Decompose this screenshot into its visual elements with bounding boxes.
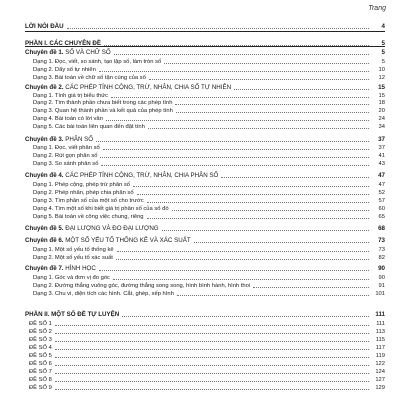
toc-entry-title: Dạng 2. Rút gọn phân số — [33, 153, 98, 159]
toc-entry[interactable] — [25, 329, 385, 335]
toc-entry-title: Dạng 1. Góc và đơn vị đo góc — [33, 275, 110, 281]
toc-entry-title: Dạng 1. Đọc, viết phân số — [33, 145, 100, 151]
toc-page-number: 127 — [375, 377, 385, 383]
toc-entry-title: Dạng 2. Dãy số tự nhiên — [33, 67, 96, 73]
separator-line — [25, 31, 385, 32]
toc-page-number: 65 — [378, 214, 385, 220]
toc-page-number: 37 — [378, 145, 385, 151]
toc-page-number: 68 — [378, 225, 385, 232]
dot-leader — [55, 372, 369, 374]
toc-page-number: 82 — [378, 255, 385, 261]
chapter-prefix: Chuyên đề 7. — [25, 265, 64, 272]
toc-page-number: 101 — [375, 291, 385, 297]
toc-entry[interactable] — [25, 116, 385, 122]
toc-page-number: 20 — [378, 108, 385, 114]
dot-leader — [55, 340, 369, 342]
dot-leader — [117, 250, 369, 252]
toc-page-number: 24 — [378, 116, 385, 122]
dot-leader — [113, 278, 369, 280]
toc-entry-title — [25, 266, 97, 272]
dot-leader — [176, 111, 369, 113]
toc-entry[interactable] — [25, 198, 385, 204]
toc-entry-title: ĐỀ SỐ 3 — [29, 337, 52, 343]
toc-page-number: 111 — [376, 321, 385, 327]
chapter-title: MỘT SỐ YẾU TỐ THỐNG KÊ VÀ XÁC SUẤT — [63, 237, 191, 244]
toc-entry[interactable] — [25, 291, 385, 297]
toc-entry-title: Dạng 5. Các bài toán liên quan đến đặt tính — [33, 124, 145, 130]
chapter-title: ĐẠI LƯỢNG VÀ ĐO ĐẠI LƯỢNG — [63, 225, 159, 232]
dot-leader — [67, 27, 369, 29]
dot-leader — [147, 217, 369, 219]
toc-entry-title: ĐỀ SỐ 5 — [29, 353, 52, 359]
toc-page-number: 41 — [378, 153, 385, 159]
toc-entry[interactable] — [25, 100, 385, 106]
toc-entry-title: Dạng 4. Bài toán có lời văn — [33, 116, 103, 122]
toc-entry-title — [25, 173, 219, 179]
dot-leader — [101, 164, 369, 166]
toc-entry[interactable] — [25, 353, 385, 359]
toc-entry-title: Dạng 3. Chu vi, diện tích các hình. Cắt, ghép, xếp hình — [33, 291, 174, 297]
toc-page-number: 60 — [378, 206, 385, 212]
chapter-title: CÁC PHÉP TÍNH CỘNG, TRỪ, NHÂN, CHIA PHÂN SỐ — [63, 172, 219, 179]
dot-leader — [172, 209, 369, 211]
dot-leader — [133, 185, 369, 187]
toc-entry[interactable] — [25, 124, 385, 130]
chapter-title: CÁC PHÉP TÍNH CỘNG, TRỪ, NHÂN, CHIA SỐ TỰ NHIÊN — [63, 84, 232, 91]
toc-entry[interactable] — [25, 369, 385, 375]
toc-entry[interactable] — [25, 67, 385, 73]
dot-leader — [99, 70, 369, 72]
chapter-prefix: Chuyên đề 4. — [25, 172, 64, 179]
toc-entry-title: Dạng 1. Đọc, viết, so sánh, tạo lập số, làm tròn số — [33, 59, 162, 65]
toc-entry[interactable] — [25, 377, 385, 383]
toc-page-number: 5 — [381, 40, 385, 47]
toc-entry[interactable] — [25, 182, 385, 188]
toc-entry-title: Dạng 2. Tìm thành phần chưa biết trong các phép tính — [33, 100, 173, 106]
toc-page-number: 129 — [375, 385, 385, 391]
toc-entry[interactable] — [25, 24, 385, 30]
toc-page-number: 37 — [378, 136, 385, 143]
dot-leader — [100, 156, 369, 158]
dot-leader — [111, 96, 369, 98]
toc-page-number: 113 — [375, 329, 385, 335]
toc-entry-title — [25, 137, 94, 143]
toc-entry[interactable] — [25, 75, 385, 81]
chapter-prefix: Chuyên đề 5. — [25, 225, 64, 232]
toc-entry[interactable] — [25, 247, 385, 253]
dot-leader — [55, 380, 369, 382]
toc-entry[interactable] — [25, 206, 385, 212]
toc-entry-title: Dạng 2. Một số yếu tố xác suất — [33, 255, 113, 261]
dot-leader — [164, 62, 369, 64]
dot-leader — [177, 294, 369, 296]
dot-leader — [149, 78, 369, 80]
toc-entry-title: Dạng 1. Tính giá trị biểu thức — [33, 93, 108, 99]
toc-entry-title — [25, 226, 160, 232]
toc-page-number: 111 — [375, 311, 385, 318]
dot-leader — [55, 388, 369, 390]
dot-leader — [96, 140, 369, 142]
toc-entry-title: ĐỀ SỐ 9 — [29, 385, 52, 391]
chapter-prefix: Chuyên đề 3. — [25, 136, 64, 143]
dot-leader — [55, 324, 369, 326]
toc-entry-title: Dạng 3. Quan hệ thành phần và kết quả của phép tính — [33, 108, 173, 114]
dot-leader — [175, 103, 369, 105]
toc-page-number: 115 — [375, 337, 385, 343]
dot-leader — [148, 127, 369, 129]
toc-entry-title: Dạng 2. Phép nhân, phép chia phân số — [33, 190, 134, 196]
toc-page-number: 5 — [381, 59, 385, 65]
dot-leader — [103, 148, 369, 150]
toc-entry-title: Dạng 1. Một số yếu tố thống kê — [33, 247, 114, 253]
toc-page-number: 10 — [378, 67, 385, 73]
dot-leader — [99, 269, 369, 271]
toc-entry-title: LỜI NÓI ĐẦU — [25, 23, 64, 30]
toc-entry[interactable] — [25, 108, 385, 114]
chapter-title: SỐ VÀ CHỮ SỐ — [63, 49, 111, 56]
toc-entry-title: ĐỀ SỐ 1 — [29, 321, 52, 327]
toc-entry[interactable] — [25, 93, 385, 99]
chapter-title: PHÂN SỐ — [63, 136, 94, 143]
toc-entry[interactable] — [25, 337, 385, 343]
toc-entry-title — [25, 50, 112, 56]
toc-page-number: 119 — [375, 353, 385, 359]
toc-page-number: 57 — [378, 198, 385, 204]
dot-leader — [147, 201, 369, 203]
toc-entry-title: Dạng 5. Bài toán về công việc chung, riêng — [33, 214, 144, 220]
toc-page-number: 43 — [378, 161, 385, 167]
chapter-prefix: Chuyên đề 1. — [25, 49, 64, 56]
toc-entry-title: Dạng 2. Đường thẳng vuông góc, đường thẳng song song, hình bình hành, hình thoi — [33, 283, 251, 289]
toc-page-number: 91 — [378, 283, 385, 289]
toc-entry[interactable] — [25, 137, 385, 143]
toc-page-number: 117 — [375, 345, 385, 351]
toc-entry[interactable] — [25, 321, 385, 327]
toc-page-number: 73 — [378, 237, 385, 244]
toc-entry[interactable] — [25, 190, 385, 196]
toc-page-number: 122 — [375, 361, 385, 367]
toc-entry[interactable] — [25, 385, 385, 391]
dot-leader — [114, 53, 369, 55]
toc-entry[interactable] — [25, 266, 385, 272]
toc-entry[interactable] — [25, 275, 385, 281]
toc-entry[interactable] — [25, 85, 385, 91]
toc-page-number: 124 — [375, 369, 385, 375]
toc-page-number: 90 — [378, 275, 385, 281]
toc-entry[interactable] — [25, 214, 385, 220]
toc-page-number: 47 — [378, 172, 385, 179]
dot-leader — [55, 356, 369, 358]
toc-entry[interactable] — [25, 173, 385, 179]
toc-entry[interactable] — [25, 50, 385, 56]
toc-page-number: 90 — [378, 265, 385, 272]
toc-entry[interactable] — [25, 161, 385, 167]
toc-page-number: 12 — [378, 75, 385, 81]
dot-leader — [55, 348, 369, 350]
dot-leader — [194, 241, 369, 243]
chapter-prefix: Chuyên đề 6. — [25, 237, 64, 244]
dot-leader — [137, 193, 369, 195]
toc-entry-title: Dạng 1. Phép cộng, phép trừ phân số — [33, 182, 131, 188]
toc-entry[interactable] — [25, 145, 385, 151]
toc-page-number: 47 — [378, 182, 385, 188]
chapter-prefix: Chuyên đề 2. — [25, 84, 64, 91]
toc-entry-title: Dạng 3. Bài toán về chữ số tận cùng của số — [33, 75, 146, 81]
toc-entry-title: ĐỀ SỐ 6 — [29, 361, 52, 367]
toc-entry-title: PHẦN II. MỘT SỐ ĐỀ TỰ LUYỆN — [25, 311, 120, 318]
toc-entry[interactable] — [25, 283, 385, 289]
toc-entry-title: PHẦN I. CÁC CHUYÊN ĐỀ — [25, 40, 101, 47]
toc-entry-title — [25, 85, 232, 91]
toc-entry[interactable] — [25, 238, 385, 244]
toc-page-number: 52 — [378, 190, 385, 196]
toc-entry[interactable] — [25, 153, 385, 159]
toc-page-number: 4 — [381, 23, 385, 30]
toc-page-number: 18 — [378, 100, 385, 106]
toc-entry-title: ĐỀ SỐ 8 — [29, 377, 52, 383]
toc-page-number: 15 — [378, 84, 385, 91]
toc-entry-title: ĐỀ SỐ 4 — [29, 345, 52, 351]
toc-entry[interactable] — [25, 312, 385, 318]
dot-leader — [253, 286, 369, 288]
toc-entry-title: ĐỀ SỐ 2 — [29, 329, 52, 335]
toc-entry[interactable] — [25, 59, 385, 65]
dot-leader — [162, 229, 369, 231]
toc-entry[interactable] — [25, 255, 385, 261]
toc-entry-title: ĐỀ SỐ 7 — [29, 369, 52, 375]
toc-entry[interactable] — [25, 41, 385, 47]
toc-page-number: 15 — [378, 93, 385, 99]
dot-leader — [122, 315, 369, 317]
page-column-header: Trang — [368, 5, 386, 12]
toc-entry-title: Dạng 3. Tìm phân số của một số cho trước — [33, 198, 144, 204]
dot-leader — [221, 176, 369, 178]
dot-leader — [234, 88, 369, 90]
toc-entry[interactable] — [25, 361, 385, 367]
toc-entry[interactable] — [25, 345, 385, 351]
dot-leader — [116, 258, 369, 260]
toc-entry-title: Dạng 3. So sánh phân số — [33, 161, 99, 167]
chapter-title: HÌNH HỌC — [63, 265, 96, 272]
toc-page-number: 34 — [378, 124, 385, 130]
toc-page-number: 5 — [381, 49, 385, 56]
dot-leader — [104, 44, 369, 46]
dot-leader — [55, 332, 369, 334]
dot-leader — [55, 364, 369, 366]
toc-entry-title — [25, 238, 192, 244]
toc-entry[interactable] — [25, 226, 385, 232]
toc-entry-title: Dạng 4. Tìm một số khi biết giá trị phân số của số đó — [33, 206, 169, 212]
dot-leader — [106, 119, 369, 121]
toc-page-number: 73 — [378, 247, 385, 253]
